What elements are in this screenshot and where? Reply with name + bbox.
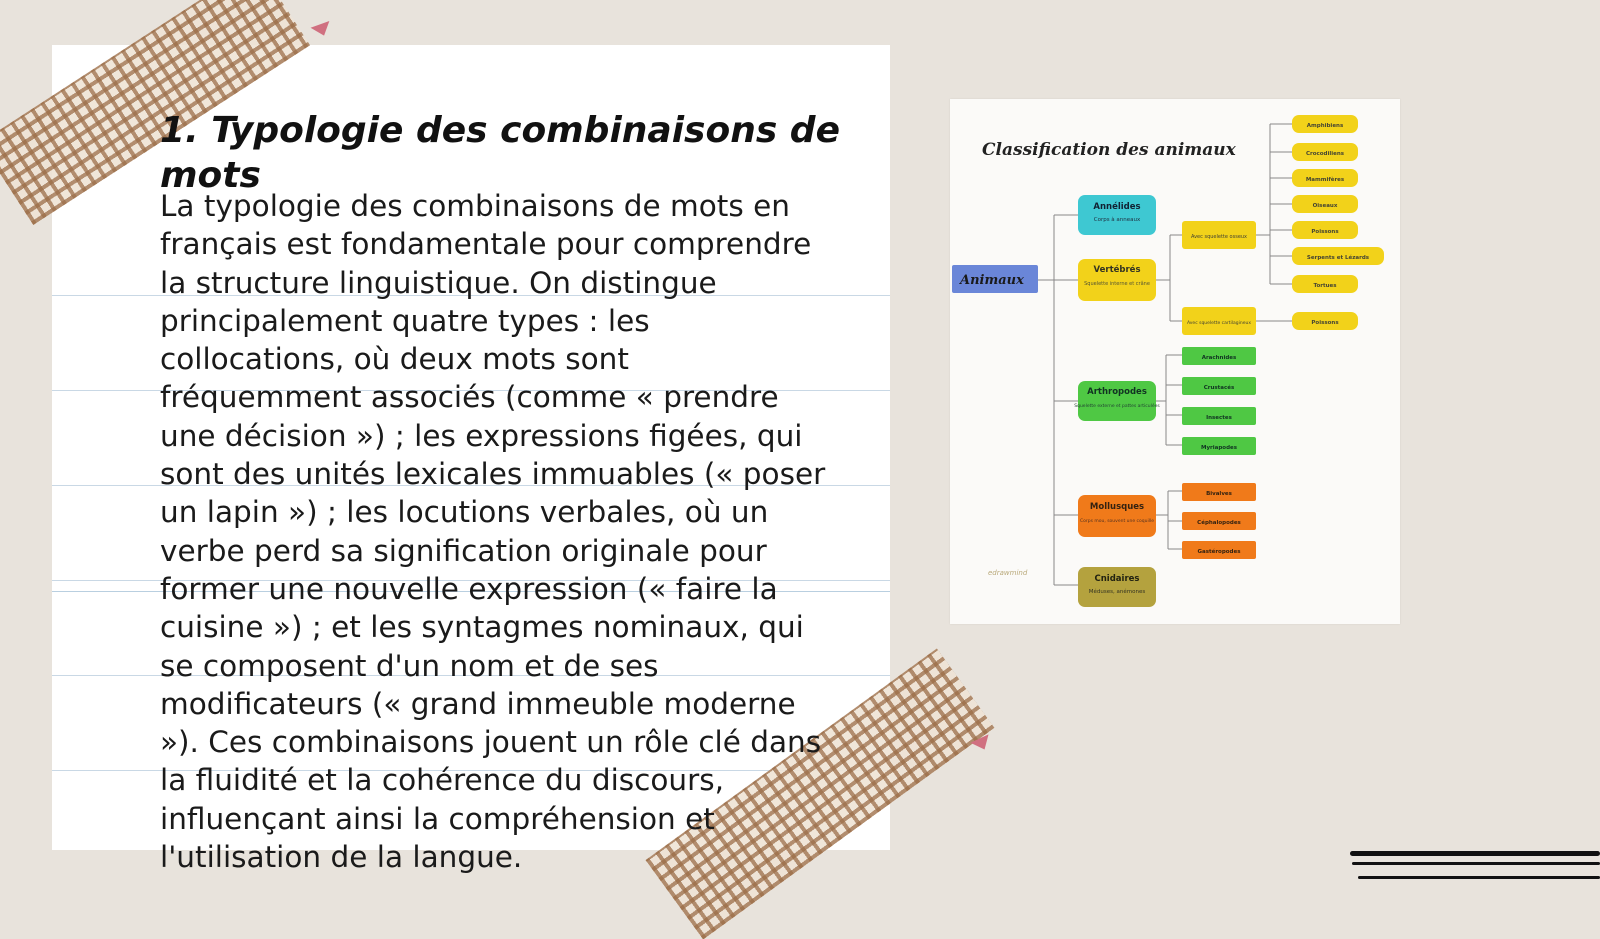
group-sub: Squelette interne et crâne: [1084, 281, 1150, 287]
subgroup-node-osseux: [1182, 221, 1256, 249]
leaf-label: Oiseaux: [1312, 203, 1338, 209]
root-node-label: Animaux: [960, 273, 1024, 288]
group-sub: Corps mou, souvent une coquille: [1079, 519, 1155, 524]
classification-diagram: [950, 99, 1400, 624]
tape-corner: [311, 21, 334, 39]
group-label: Vertébrés: [1093, 265, 1141, 275]
group-label: Arthropodes: [1087, 387, 1147, 397]
leaf-label: Bivalves: [1206, 491, 1232, 497]
brush-stroke: [1352, 862, 1600, 865]
leaf-label: Tortues: [1313, 283, 1337, 289]
slide-body-text: La typologie des combinaisons de mots en français est fondamentale pour comprendre la structure linguistique. On distingue principalement quatre types : les collocations, où deux mots sont fréquemment associés (comme « prendre une décision ») ; les expressions figées, qui sont des unités lexicales immuables (« poser un lapin ») ; les locutions verbales, où un verbe perd sa signification originale pour former une nouvelle expression (« faire la cuisine ») ; et les syntagmes nominaux, qui se composent d'un nom et de ses modificateurs (« grand immeuble moderne »). Ces combinaisons jouent un rôle clé dans la fluidité et la cohérence du discours, influençant ainsi la compréhension et l'utilisation de la langue.: [160, 189, 826, 875]
group-sub: Méduses, anémones: [1088, 589, 1146, 595]
slide-title: 1. Typologie des combinaisons de mots: [160, 110, 840, 196]
group-node-annelides: [1078, 195, 1156, 235]
brush-stroke: [1358, 876, 1600, 879]
group-sub: Corps à anneaux: [1093, 217, 1141, 223]
leaf-label: Insectes: [1206, 415, 1232, 421]
diagram-title: Classification des animaux: [982, 140, 1236, 160]
group-node-cnidaires: [1078, 567, 1156, 607]
group-label: Mollusques: [1089, 502, 1145, 512]
group-node-mollusques: [1078, 495, 1156, 537]
leaf-label: Crocodiliens: [1305, 151, 1345, 157]
subgroup-node-cartilagineux: [1182, 307, 1256, 335]
group-sub: Squelette externe et pattes articulées: [1074, 404, 1160, 409]
leaf-label: Serpents et Lézards: [1306, 255, 1370, 261]
group-node-arthropodes: [1074, 381, 1160, 421]
leaf-label: Crustacés: [1203, 385, 1235, 391]
leaf-label: Poissons: [1311, 229, 1339, 235]
leaf-label: Amphibiens: [1306, 123, 1344, 129]
leaf-label: Poissons: [1311, 320, 1339, 326]
leaf-label: Myriapodes: [1200, 445, 1238, 451]
group-node-vertebres: [1078, 259, 1156, 301]
leaf-label: Gastéropodes: [1197, 549, 1241, 555]
classification-diagram-image: [950, 99, 1400, 624]
diagram-watermark: edrawmind: [988, 569, 1028, 577]
subgroup-label: Avec squelette cartilagineux: [1186, 321, 1252, 326]
leaf-label: Mammifères: [1305, 177, 1345, 183]
brush-stroke: [1350, 851, 1600, 856]
leaf-label: Céphalopodes: [1197, 520, 1241, 526]
group-label: Annélides: [1093, 202, 1141, 212]
group-label: Cnidaires: [1094, 574, 1140, 584]
leaf-label: Arachnides: [1201, 355, 1237, 361]
subgroup-label: Avec squelette osseux: [1190, 234, 1248, 240]
